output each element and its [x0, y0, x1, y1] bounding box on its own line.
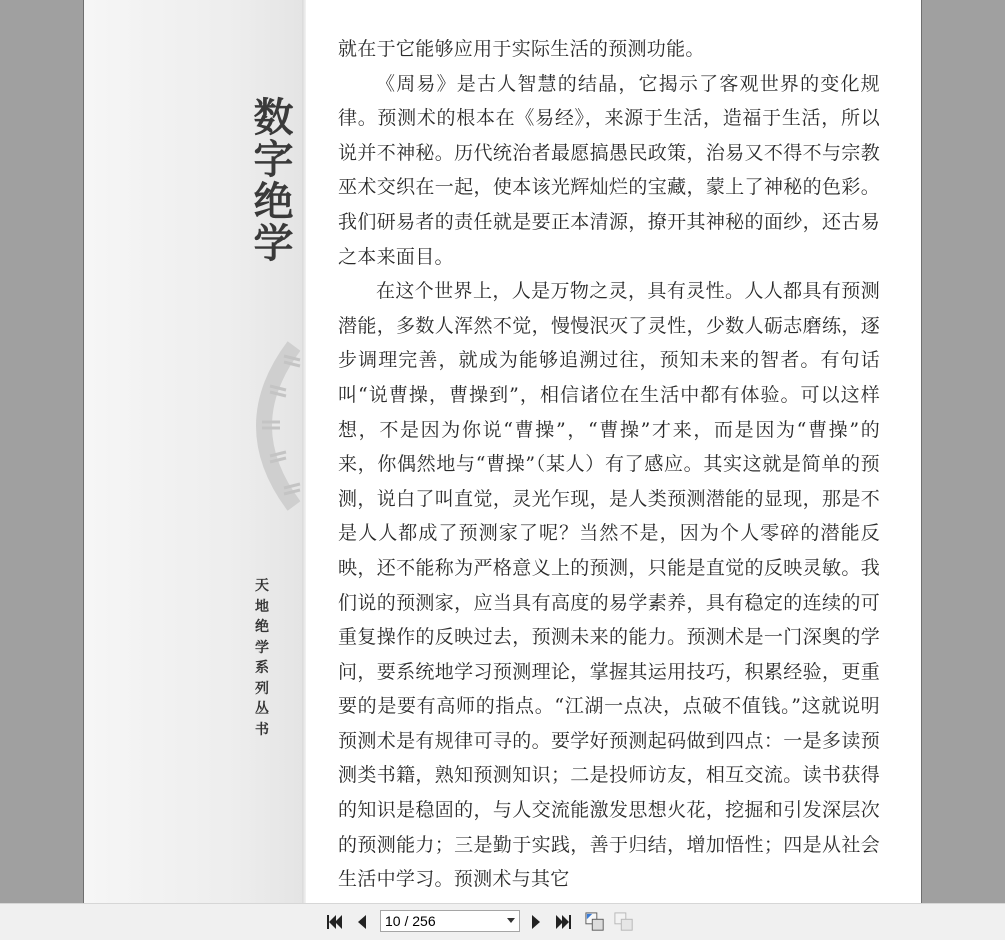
series-title-vertical — [252, 576, 272, 740]
series-char: 天 — [255, 578, 269, 594]
first-page-button[interactable] — [324, 912, 344, 932]
next-page-button[interactable] — [526, 912, 546, 932]
next-page-icon — [529, 913, 543, 931]
page-indicator: 10 / 256 — [385, 913, 436, 929]
series-char: 列 — [255, 680, 269, 697]
previous-page-icon — [355, 913, 369, 931]
fit-page-button[interactable] — [585, 912, 605, 932]
first-page-icon — [325, 913, 343, 931]
navigation-toolbar — [0, 903, 1005, 940]
series-char: 丛 — [255, 701, 269, 717]
series-char: 系 — [255, 660, 269, 676]
paragraph: 《周易》是古人智慧的结晶，它揭示了客观世界的变化规律。预测术的根本在《易经》，来源于生活，造福于生活，所以说并不神秘。历代统治者最愿搞愚民政策，治易又不得不与宗教巫术交织在一起，使本该光辉灿烂的宝藏，蒙上了神秘的色彩。我们研易者的责任就是要正本清源，撩开其神秘的面纱，还古易之本来面目。 — [338, 72, 880, 268]
book-title-vertical: 数字绝学 — [247, 96, 294, 264]
series-char: 学 — [255, 639, 269, 656]
series-char: 书 — [255, 721, 269, 738]
fit-page-icon — [585, 911, 605, 933]
paragraph: 就在于它能够应用于实际生活的预测功能。 — [338, 38, 705, 60]
book-page — [83, 0, 922, 903]
last-page-icon — [555, 913, 573, 931]
fit-width-button[interactable] — [614, 912, 634, 932]
previous-page-button[interactable] — [352, 912, 372, 932]
chevron-down-icon[interactable] — [503, 911, 519, 931]
body-text — [338, 32, 880, 897]
fit-width-icon — [614, 911, 634, 933]
page-number-select[interactable] — [380, 910, 520, 932]
series-char: 绝 — [255, 619, 269, 635]
last-page-button[interactable] — [554, 912, 574, 932]
paragraph: 在这个世界上，人是万物之灵，具有灵性。人人都具有预测潜能，多数人浑然不觉，慢慢泯灭了灵性，少数人砺志磨练，逐步调理完善，就成为能够追溯过往，预知未来的智者。有句话叫“说曹操，曹操到”，相信诸位在生活中都有体验。可以这样想，不是因为你说“曹操”，“曹操”才来，而是因为“曹操”的来，你偶然地与“曹操”（某人）有了感应。其实这就是简单的预测，说白了叫直觉，灵光乍现，是人类预测潜能的显现，那是不是人人都成了预测家了呢？当然不是，因为个人零碎的潜能反映，还不能称为严格意义上的预测，只能是直觉的反映灵敏。我们说的预测家，应当具有高度的易学素养，具有稳定的连续的可重复操作的反映过去，预测未来的能力。预测术是一门深奥的学问，要系统地学习预测理论，掌握其运用技巧，积累经验，更重要的是要有高师的指点。“江湖一点决，点破不值钱。”这就说明预测术是有规律可寻的。要学好预测起码做到四点：一是多读预测类书籍，熟知预测知识；二是投师访友，相互交流。读书获得的知识是稳固的，与人交流能激发思想火花，挖掘和引发深层次的预测能力；三是勤于实践，善于归结，增加悟性；四是从社会生活中学习。预测术与其它 — [338, 280, 880, 891]
series-char: 地 — [255, 598, 269, 615]
bagua-ornament-icon — [234, 336, 304, 516]
